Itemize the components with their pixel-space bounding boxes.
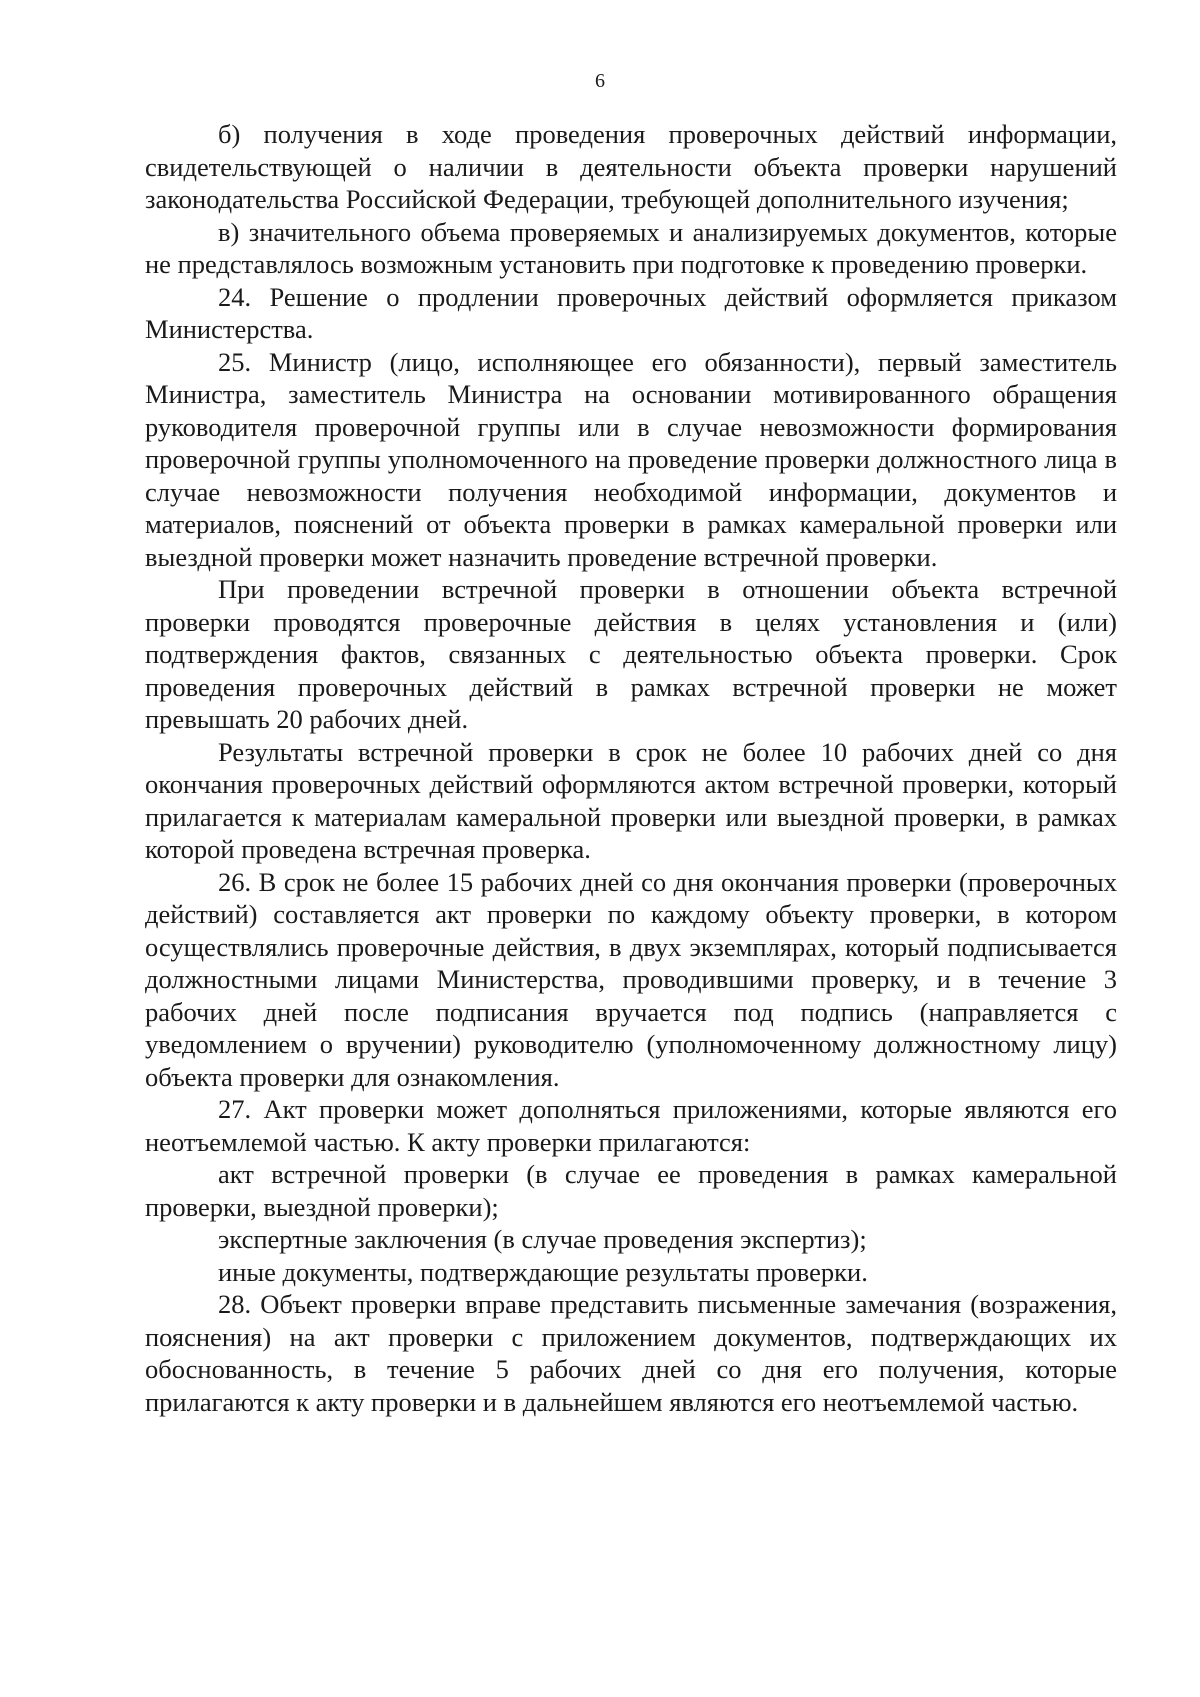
paragraph-counter-check-results: Результаты встречной проверки в срок не более 10 рабочих дней со дня окончания проверочных действий оформляются актом встречной проверки, который прилагается к материалам камеральной проверки или выездной проверки, в рамках которой проведена встречная проверка. [145, 736, 1117, 864]
paragraph-attachment-expert-opinions: экспертные заключения (в случае проведения экспертиз); [218, 1224, 867, 1254]
paragraph-item-26: 26. В срок не более 15 рабочих дней со дня окончания проверки (проверочных действий) составляется акт проверки по каждому объекту проверки, в котором осуществлялись проверочные действия, в двух экземплярах, который подписывается должностными лицами Министерства, проводившими проверку, и в течение 3 рабочих дней после подписания вручается под подпись (направляется с уведомлением о вручении) руководителю (уполномоченному должностному лицу) объекта проверки для ознакомления. [145, 866, 1117, 1092]
paragraph-counter-check: При проведении встречной проверки в отношении объекта встречной проверки проводятся проверочные действия в целях установления и (или) подтверждения фактов, связанных с деятельностью объекта проверки. Срок проведения проверочных действий в рамках встречной проверки не может превышать 20 рабочих дней. [145, 574, 1117, 734]
paragraph-subitem-v: в) значительного объема проверяемых и анализируемых документов, которые не представлялось возможным установить при подготовке к проведению проверки. [145, 216, 1117, 279]
paragraph-attachment-counter-act: акт встречной проверки (в случае ее проведения в рамках камеральной проверки, выездной проверки); [145, 1159, 1117, 1222]
paragraph-subitem-b: б) получения в ходе проведения проверочных действий информации, свидетельствующей о наличии в деятельности объекта проверки нарушений законодательства Российской Федерации, требующей дополнительного изучения; [145, 119, 1117, 214]
paragraph-item-27: 27. Акт проверки может дополняться приложениями, которые являются его неотъемлемой частью. К акту проверки прилагаются: [145, 1094, 1117, 1157]
paragraph-item-28: 28. Объект проверки вправе представить письменные замечания (возражения, пояснения) на акт проверки с приложением документов, подтверждающих их обоснованность, в течение 5 рабочих дней со дня его получения, которые прилагаются к акту проверки и в дальнейшем являются его неотъемлемой частью. [145, 1289, 1117, 1417]
paragraph-attachment-other-documents: иные документы, подтверждающие результаты проверки. [218, 1256, 868, 1287]
document-body [145, 118, 1117, 1418]
paragraph-item-24: 24. Решение о продлении проверочных действий оформляется приказом Министерства. [145, 281, 1117, 344]
page-number: 6 [595, 70, 605, 92]
paragraph-item-25: 25. Министр (лицо, исполняющее его обязанности), первый заместитель Министра, заместитель Министра на основании мотивированного обращения руководителя проверочной группы или в случае невозможности формирования проверочной группы уполномоченного на проведение проверки должностного лица в случае невозможности получения необходимой информации, документов и материалов, пояснений от объекта проверки в рамках камеральной проверки или выездной проверки может назначить проведение встречной проверки. [145, 346, 1117, 572]
